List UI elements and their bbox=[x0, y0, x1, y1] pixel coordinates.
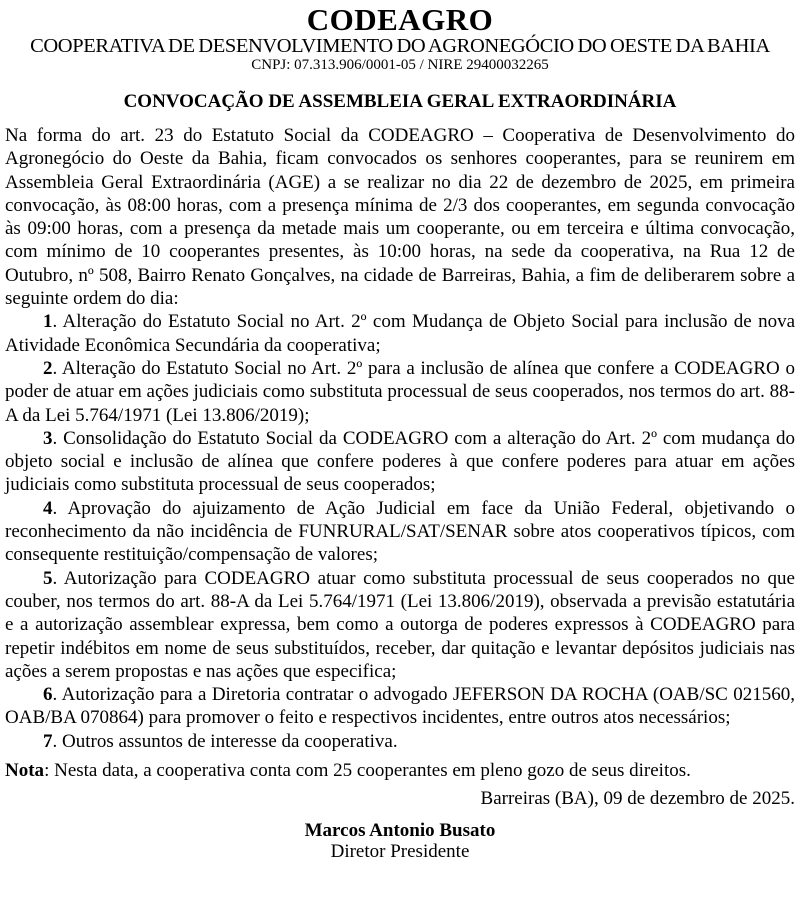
agenda-item-3 bbox=[5, 427, 795, 497]
agenda-item-number: 4 bbox=[43, 497, 53, 519]
agenda-item-1 bbox=[5, 310, 795, 357]
note-text: : Nesta data, a cooperativa conta com 25 cooperantes em pleno gozo de seus direitos. bbox=[44, 760, 691, 782]
agenda-item-number: 2 bbox=[43, 357, 53, 379]
agenda-item-text: . Autorização para CODEAGRO atuar como substituta processual de seus cooperados no que couber, nos termos do art. 88-A da Lei 5.764/1971 (Lei 13.806/2019), observada a previsão estatutária e a autorização assemblear expressa, bem como a outorga de poderes expressos à CODEAGRO para repetir indébitos em nome de seus substituídos, receber, dar quitação e levantar depósitos judiciais nas ações a serem propostas e nas ações que especifica; bbox=[5, 567, 795, 682]
place-date-line: Barreiras (BA), 09 de dezembro de 2025. bbox=[480, 788, 795, 810]
agenda-item-text: . Aprovação do ajuizamento de Ação Judicial em face da União Federal, objetivando o reconhecimento da não incidência de FUNRURAL/SAT/SENAR sobre atos cooperativos típicos, com consequente restituição/compensação de valores; bbox=[5, 497, 795, 566]
agenda-item-4 bbox=[5, 497, 795, 567]
organization-title: CODEAGRO bbox=[306, 2, 494, 37]
agenda-item-number: 7 bbox=[43, 730, 53, 752]
agenda-item-6 bbox=[5, 683, 795, 730]
registration-line: CNPJ: 07.313.906/0001-05 / NIRE 29400032265 bbox=[251, 57, 549, 73]
agenda-item-number: 1 bbox=[43, 311, 53, 333]
agenda-item-text: . Autorização para a Diretoria contratar o advogado JEFERSON DA ROCHA (OAB/SC 021560, OAB/BA 070864) para promover o feito e respectivos incidentes, entre outros atos necessários; bbox=[5, 684, 795, 729]
agenda-item-text: . Consolidação do Estatuto Social da CODEAGRO com a alteração do Art. 2º com mudança do objeto social e inclusão de alínea que confere poderes à que confere poderes para atuar em ações judiciais como substituta processual de seus cooperados; bbox=[5, 427, 795, 496]
intro-paragraph: Na forma do art. 23 do Estatuto Social da CODEAGRO – Cooperativa de Desenvolvimento do Agronegócio do Oeste da Bahia, ficam convocados os senhores cooperantes, para se reunirem em Assembleia Geral Extraordinária (AGE) a se realizar no dia 22 de dezembro de 2025, em primeira convocação, às 08:00 horas, com a presença mínima de 2/3 dos cooperantes, em segunda convocação às 09:00 horas, com a presença da metade mais um cooperante, ou em terceira e última convocação, com mínimo de 10 cooperantes presentes, às 10:00 horas, na sede da cooperativa, na Rua 12 de Outubro, nº 508, Bairro Renato Gonçalves, na cidade de Barreiras, Bahia, a fim de deliberarem sobre a seguinte ordem do dia: bbox=[5, 125, 795, 310]
signature-block bbox=[5, 820, 795, 862]
signature-name: Marcos Antonio Busato bbox=[304, 819, 496, 841]
agenda-item-7 bbox=[5, 730, 795, 753]
agenda-item-number: 6 bbox=[43, 684, 53, 706]
agenda-item-text: . Alteração do Estatuto Social no Art. 2º para a inclusão de alínea que confere a CODEAGRO o poder de atuar em ações judiciais como substituta processual de seus cooperados, nos termos do art. 88-A da Lei 5.764/1971 (Lei 13.806/2019); bbox=[5, 357, 795, 426]
note-paragraph bbox=[5, 759, 795, 782]
agenda-item-text: . Alteração do Estatuto Social no Art. 2º com Mudança de Objeto Social para inclusão de nova Atividade Econômica Secundária da cooperativa; bbox=[5, 311, 795, 356]
signature-role: Diretor Presidente bbox=[330, 840, 470, 862]
agenda-item-2 bbox=[5, 357, 795, 427]
note-label: Nota bbox=[5, 760, 45, 782]
document-heading: CONVOCAÇÃO DE ASSEMBLEIA GERAL EXTRAORDINÁRIA bbox=[123, 91, 677, 112]
agenda-item-number: 5 bbox=[43, 567, 53, 589]
agenda-item-number: 3 bbox=[43, 427, 53, 449]
agenda-item-text: . Outros assuntos de interesse da cooperativa. bbox=[52, 730, 398, 752]
agenda-item-5 bbox=[5, 567, 795, 683]
document-body bbox=[5, 124, 795, 753]
organization-full-name: COOPERATIVA DE DESENVOLVIMENTO DO AGRONEGÓCIO DO OESTE DA BAHIA bbox=[30, 35, 770, 57]
